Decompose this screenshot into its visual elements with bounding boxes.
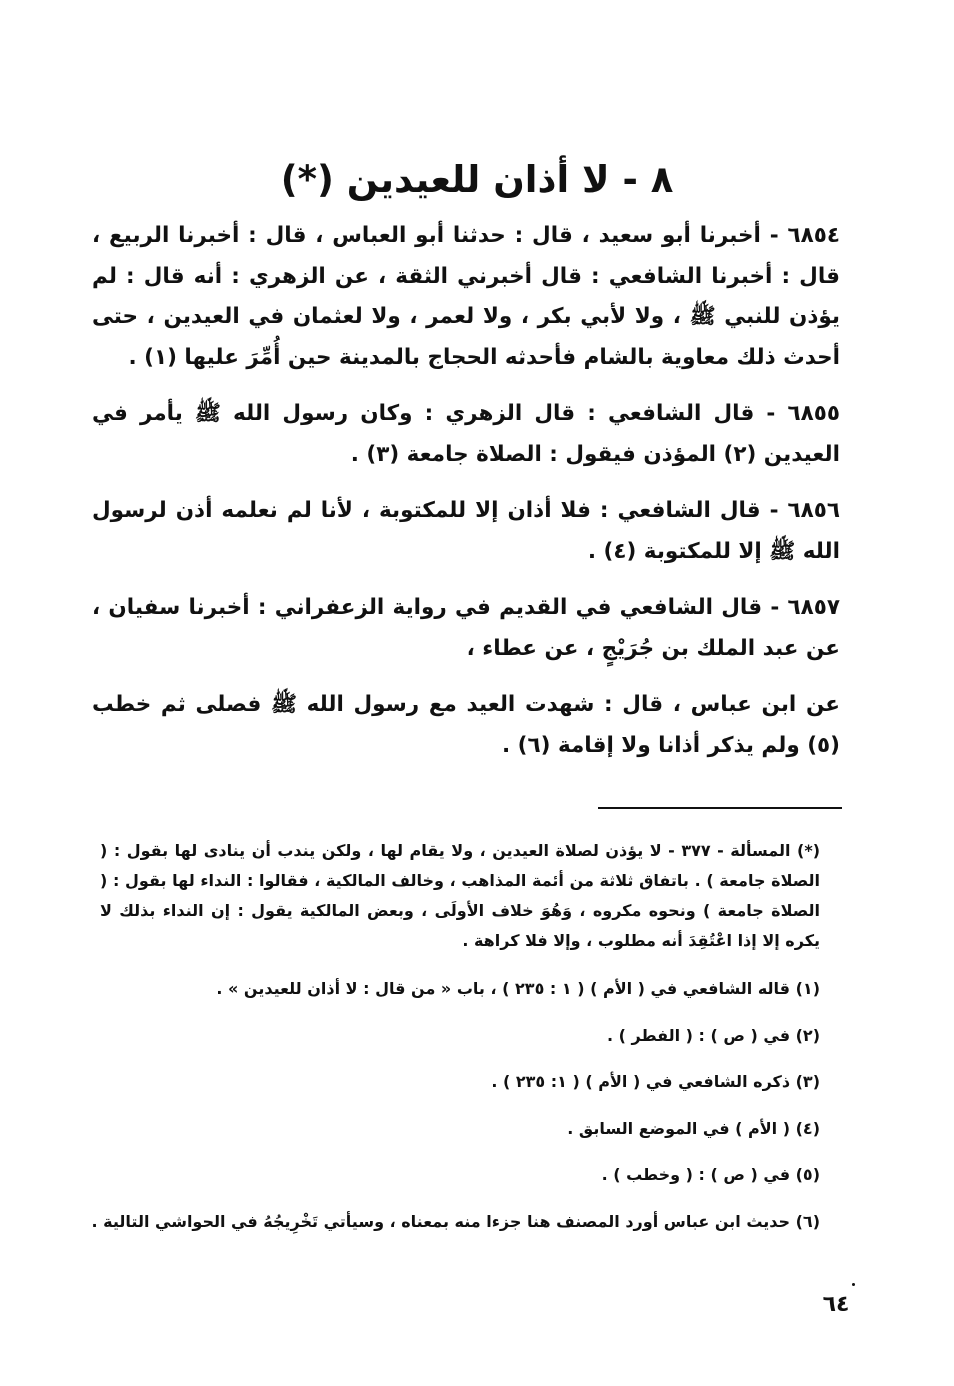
paragraph-6857: ٦٨٥٧ - قال الشافعي في القديم في رواية الزعفراني : أخبرنا سفيان ، عن عبد الملك بن جُرَيْجٍ ، عن عطاء ، (92, 595, 840, 661)
page-number: ٦٤ (822, 1292, 850, 1317)
footnote-6: (٦) حديث ابن عباس أورد المصنف هنا جزءا منه بمعناه ، وسيأتي تَخْرِيجُهُ في الحواشي التالية . (91, 1211, 820, 1231)
star-note: (*) المسألة - ٣٧٧ - لا يؤذن لصلاة العيدين ، ولا يقام لها ، ولكن يندب أن ينادى لها بقول : ( الصلاة جامعة ) . باتفاق ثلاثة من أئمة المذاهب ، وخالف المالكية ، فقالوا : النداء لها بقول : ( الصلاة جامعة ) ونحوه مكروه ، وَهُوَ خلاف الأولَى ، وبعض المالكية يقول : إن النداء بذلك لا يكره إلا إذا اعْتُقِدَ أنه مطلوب ، وإلا فلا كراهة . (100, 841, 820, 950)
paragraph-6856: ٦٨٥٦ - قال الشافعي : فلا أذان إلا للمكتوبة ، لأنا لم نعلمه أذن لرسول الله ﷺ إلا للمكتوبة (٤) . (92, 498, 840, 564)
footnote-3: (٣) ذكره الشافعي في ( الأم ) ( ١: ٢٣٥ ) . (491, 1072, 820, 1091)
footnote-1: (١) قاله الشافعي في ( الأم ) ( ١ : ٢٣٥ ) ، باب « من قال : لا أذان للعيدين » . (216, 979, 820, 998)
footnote-2: (٢) في ( ص ) : ( الفطر ) . (607, 1025, 820, 1045)
ink-dot (852, 1283, 855, 1286)
footnotes-section (91, 836, 820, 1245)
main-text (92, 216, 840, 766)
footnote-4: (٤) ( الأم ) في الموضع السابق . (567, 1118, 820, 1138)
footnote-divider (598, 807, 842, 809)
paragraph-6855: ٦٨٥٥ - قال الشافعي : قال الزهري : وكان رسول الله ﷺ يأمر في العيدين (٢) المؤذن فيقول : الصلاة جامعة (٣) . (92, 401, 840, 467)
paragraph-6854: ٦٨٥٤ - أخبرنا أبو سعيد ، قال : حدثنا أبو العباس ، قال : أخبرنا الربيع ، قال : أخبرنا الشافعي : قال أخبرني الثقة ، عن الزهري : أنه قال : لم يؤذن للنبي ﷺ ، ولا لأبي بكر ، ولا لعمر ، ولا لعثمان في العيدين ، حتى أحدث ذلك معاوية بالشام فأحدثه الحجاج بالمدينة حين أُمِّرَ عليها (١) . (92, 223, 840, 370)
chapter-title: ٨ - لا أذان للعيدين (*) (280, 158, 674, 201)
footnote-5: (٥) في ( ص ) : ( وخطب ) . (601, 1165, 820, 1184)
paragraph-ibn-abbas: عن ابن عباس ، قال : شهدت العيد مع رسول الله ﷺ فصلى ثم خطب (٥) ولم يذكر أذانا ولا إقامة (٦) . (92, 692, 840, 758)
